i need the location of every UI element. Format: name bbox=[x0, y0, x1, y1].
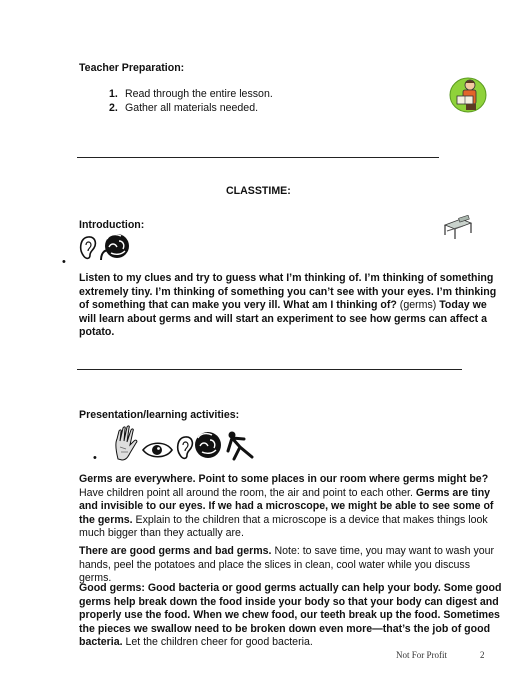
listen-think-icons bbox=[77, 233, 137, 261]
footer-text: Not For Profit bbox=[396, 650, 448, 660]
bullet: • bbox=[93, 452, 97, 464]
good-germs-paragraph: Good germs: Good bacteria or good germs actually can help your body. Some good germs help break down the food inside your body so that your body can digest and properly use the food. When we chew food, our teeth break up the food. Sometimes the pieces we swallow need to be broken down even more—that’s the job of good bacteria. Let the children cheer for good bacteria. bbox=[79, 582, 502, 648]
bullet: • bbox=[62, 256, 66, 268]
ear-icon bbox=[178, 437, 193, 458]
germs-everywhere-paragraph: Germs are everywhere. Point to some places in our room where germs might be? Have children point all around the room, the air and point to each other. Germs are tiny and invisible to our eyes. If we had a microscope, we might be able to see some of the germs. Explain to the children that a microscope is a device that makes things look much bigger than they actually are. bbox=[79, 473, 494, 539]
hand-icon bbox=[116, 426, 137, 460]
section-divider bbox=[77, 369, 462, 370]
activity-icons bbox=[112, 425, 260, 463]
page-footer bbox=[396, 649, 496, 663]
good-bad-germs-paragraph: There are good germs and bad germs. Note: to save time, you may want to wash your hands, peel the potatoes and place the slices in clean, cool water while you discuss germs. bbox=[79, 545, 495, 584]
stretching-figure-icon bbox=[228, 432, 252, 460]
prep-item: 1. Read through the entire lesson. bbox=[109, 88, 273, 100]
thinking-head-icon bbox=[195, 432, 221, 458]
presentation-heading: Presentation/learning activities: bbox=[79, 409, 240, 421]
eye-icon bbox=[143, 443, 172, 457]
teacher-reading-icon bbox=[448, 76, 488, 114]
section-divider bbox=[77, 157, 439, 158]
classtime-heading: CLASSTIME: bbox=[226, 185, 291, 197]
thinking-head-icon bbox=[101, 234, 129, 260]
intro-paragraph: Listen to my clues and try to guess what I’m thinking of. I’m thinking of something extremely tiny. I’m thinking of something you can’t see with your eyes. I’m thinking of something that can make you very ill. What am I thinking of? (germs) Today we will learn about germs and will start an experiment to see how germs can affect a potato. bbox=[79, 272, 497, 338]
prep-item: 2. Gather all materials needed. bbox=[109, 101, 259, 114]
intro-heading: Introduction: bbox=[79, 219, 145, 231]
ear-icon bbox=[81, 237, 96, 258]
prep-heading: Teacher Preparation: bbox=[79, 62, 185, 74]
school-desk-icon bbox=[443, 215, 473, 241]
page-number: 2 bbox=[480, 650, 485, 660]
prep-list bbox=[109, 88, 273, 115]
